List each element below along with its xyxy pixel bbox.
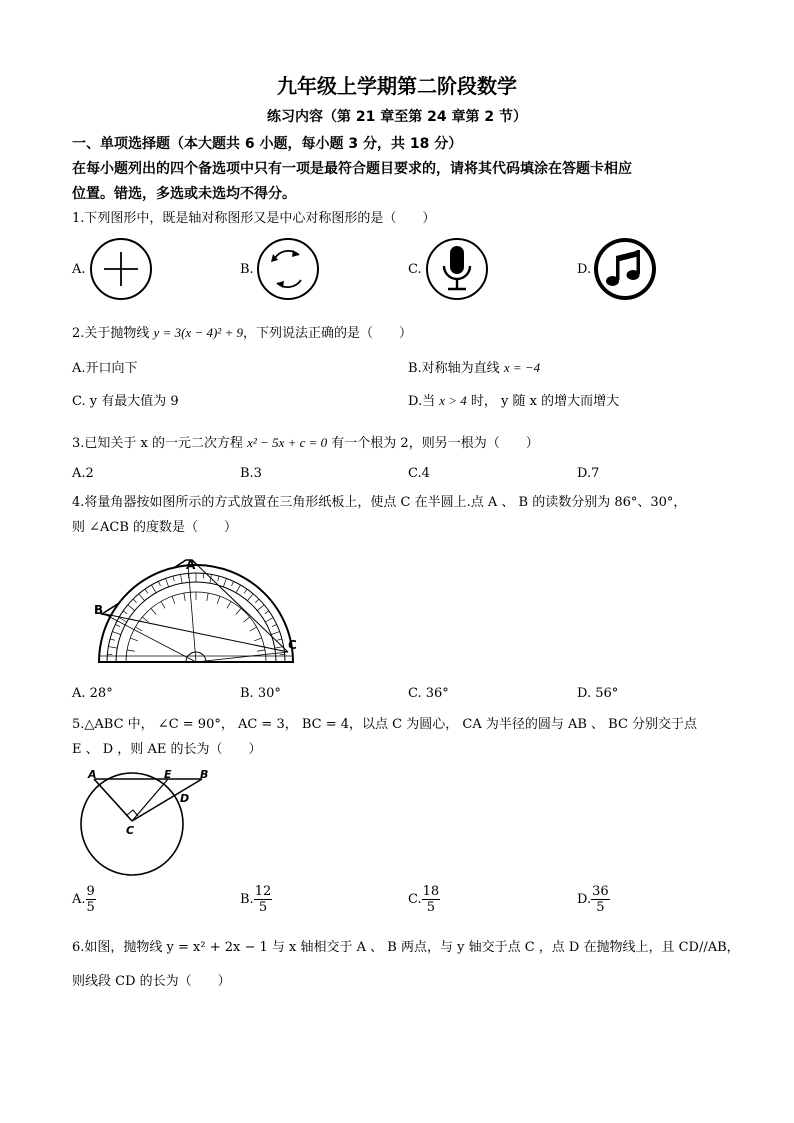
circle-triangle-figure [80, 766, 220, 876]
q5-line-2: E 、 D ，则 AE 的长为（ ） [72, 742, 262, 757]
q1-stem: 1.下列图形中，既是轴对称图形又是中心对称图形的是（ ） [72, 211, 436, 226]
q2-option-d [408, 390, 619, 409]
q4-figure-label-b: B [94, 603, 104, 617]
q5-option-b-label: B. [240, 892, 254, 907]
q5-figure-label-d: D [180, 792, 190, 805]
q5-line-1: 5.△ABC 中， ∠C = 90°， AC = 3， BC = 4，以点 C 为圆心， CA 为半径的圆与 AB 、 BC 分别交于点 [72, 717, 698, 732]
q5-figure-label-b: B [200, 768, 209, 781]
q2-option-b [408, 357, 540, 376]
q5-option-a-denominator: 5 [86, 900, 95, 915]
q5-option-c-fraction [422, 884, 441, 915]
q5-figure-label-e: E [164, 768, 172, 781]
q2-option-a: A.开口向下 [72, 361, 138, 376]
q4-line-2: 则 ∠ACB 的度数是（ ） [72, 520, 238, 535]
music-note-icon [590, 236, 660, 302]
q4-figure-label-c: C [288, 638, 297, 652]
q5-option-d [577, 884, 610, 915]
q5-figure-label-c: C [126, 824, 135, 837]
q6-line-2: 则线段 CD 的长为（ ） [72, 974, 231, 989]
q5-option-b-fraction [254, 884, 273, 915]
q4-option-d: D. 56° [577, 686, 619, 701]
page-title: 九年级上学期第二阶段数学 [277, 74, 517, 98]
q6-line-1: 6.如图，抛物线 y = x² + 2x − 1 与 x 轴相交于 A 、 B 两点，与 y 轴交于点 C ，点 D 在抛物线上，且 CD//AB， [72, 940, 740, 955]
q5-option-b-denominator: 5 [258, 900, 268, 915]
q3-formula: x² − 5x + c = 0 [247, 435, 328, 450]
q3-stem [72, 432, 539, 451]
q3-option-c: C.4 [408, 466, 430, 481]
microphone-icon [422, 236, 492, 302]
q4-option-c: C. 36° [408, 686, 449, 701]
q1-option-b-label: B. [240, 262, 254, 277]
q2-formula: y = 3(x − 4)² + 9 [153, 325, 243, 340]
q4-option-a: A. 28° [72, 686, 113, 701]
q3-stem-prefix: 3.已知关于 x 的一元二次方程 [72, 436, 248, 451]
q4-line-1: 4.将量角器按如图所示的方式放置在三角形纸板上，使点 C 在半圆上.点 A 、 B 的读数分别为 86°、30°， [72, 495, 687, 510]
q3-option-b: B.3 [240, 466, 262, 481]
rotating-arrows-icon [253, 236, 323, 302]
q5-option-c-denominator: 5 [426, 900, 436, 915]
q4-figure-label-a: A [186, 558, 196, 572]
q1-option-a-label: A. [72, 262, 86, 277]
section-heading: 一、单项选择题（本大题共 6 小题，每小题 3 分，共 18 分） [72, 136, 463, 152]
q5-option-d-denominator: 5 [596, 900, 605, 915]
q5-figure-label-a: A [88, 768, 97, 781]
q5-option-d-label: D. [577, 892, 592, 907]
instruction-line-2: 位置。错选，多选或未选均不得分。 [72, 186, 296, 202]
protractor-figure [92, 548, 302, 670]
q1-option-c-label: C. [408, 262, 422, 277]
q5-option-b-numerator: 12 [254, 884, 272, 899]
q5-option-c-numerator: 18 [422, 884, 440, 899]
instruction-line-1: 在每小题列出的四个备选项中只有一项是最符合题目要求的，请将其代码填涂在答题卡相应 [72, 161, 632, 177]
q5-option-d-numerator: 36 [592, 884, 609, 899]
q2-option-c: C. y 有最大值为 9 [72, 394, 179, 409]
q5-option-a [72, 884, 96, 915]
q3-stem-suffix: 有一个根为 2，则另一根为（ ） [327, 436, 539, 451]
q1-option-d-label: D. [577, 262, 592, 277]
q5-option-c [408, 884, 440, 915]
q5-option-c-label: C. [408, 892, 422, 907]
q2-option-b-formula: x = −4 [503, 360, 541, 375]
page-subtitle: 练习内容（第 21 章至第 24 章第 2 节） [267, 109, 527, 125]
q3-option-a: A.2 [72, 466, 94, 481]
q2-stem [72, 322, 412, 341]
q2-option-d-prefix: D.当 [408, 394, 440, 409]
plus-in-circle-icon [86, 236, 156, 302]
q5-option-a-numerator: 9 [86, 884, 95, 899]
q5-option-b [240, 884, 272, 915]
q4-option-b: B. 30° [240, 686, 281, 701]
q5-option-a-fraction [86, 884, 96, 915]
q2-stem-prefix: 2.关于抛物线 [72, 326, 154, 341]
q2-option-d-formula: x > 4 [439, 393, 467, 408]
q3-option-d: D.7 [577, 466, 600, 481]
q5-option-d-fraction [591, 884, 610, 915]
q2-option-d-suffix: 时， y 随 x 的增大而增大 [466, 394, 620, 409]
q5-option-a-label: A. [72, 892, 86, 907]
q2-stem-suffix: ，下列说法正确的是（ ） [242, 326, 412, 341]
q2-option-b-prefix: B.对称轴为直线 [408, 361, 504, 376]
